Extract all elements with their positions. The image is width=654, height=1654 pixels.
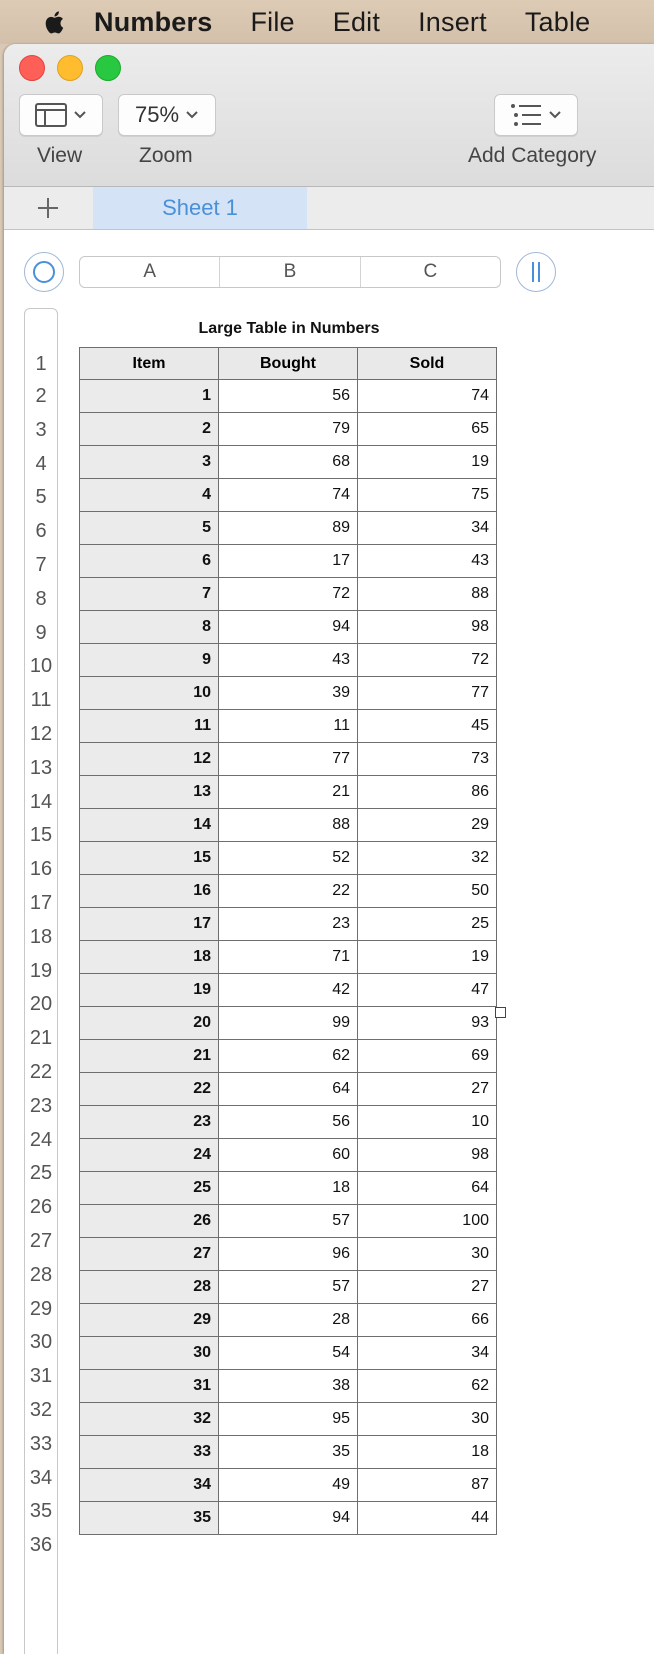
cell-bought[interactable]: 49 [219, 1469, 358, 1502]
row-header[interactable]: 16 [29, 858, 53, 881]
cell-item[interactable]: 7 [80, 578, 219, 611]
row-header[interactable]: 18 [29, 925, 53, 948]
cell-bought[interactable]: 22 [219, 875, 358, 908]
cell-sold[interactable]: 98 [358, 611, 497, 644]
column-header-c[interactable]: C [423, 261, 438, 282]
cell-bought[interactable]: 77 [219, 743, 358, 776]
table-row [80, 809, 497, 842]
toolbar [4, 44, 654, 187]
table-row [80, 842, 497, 875]
cell-sold[interactable]: 66 [358, 1304, 497, 1337]
window-close-button[interactable] [19, 55, 45, 81]
table-row [80, 1205, 497, 1238]
cell-item[interactable]: 25 [80, 1172, 219, 1205]
table-row [80, 677, 497, 710]
cell-bought[interactable]: 28 [219, 1304, 358, 1337]
cell-item[interactable]: 15 [80, 842, 219, 875]
sheet-canvas [4, 230, 654, 1654]
menu-file[interactable]: File [250, 6, 295, 37]
row-header[interactable]: 21 [29, 1027, 53, 1050]
cell-bought[interactable]: 71 [219, 941, 358, 974]
cell-bought[interactable]: 64 [219, 1073, 358, 1106]
cell-sold[interactable]: 69 [358, 1040, 497, 1073]
table-row [80, 512, 497, 545]
cell-item[interactable]: 26 [80, 1205, 219, 1238]
table-row [80, 1469, 497, 1502]
column-header-bar [79, 256, 501, 288]
cell-item[interactable]: 24 [80, 1139, 219, 1172]
cell-item[interactable]: 6 [80, 545, 219, 578]
list-icon [510, 103, 542, 127]
table-row [80, 1040, 497, 1073]
view-button[interactable] [19, 94, 103, 136]
add-category-button[interactable] [494, 94, 578, 136]
cell-sold[interactable]: 43 [358, 545, 497, 578]
table-row [80, 1073, 497, 1106]
row-header[interactable]: 10 [29, 655, 53, 678]
row-header[interactable]: 36 [29, 1534, 53, 1557]
cell-sold[interactable]: 27 [358, 1073, 497, 1106]
column-header-b[interactable]: B [220, 257, 360, 287]
cell-sold[interactable]: 10 [358, 1106, 497, 1139]
table-resize-handle[interactable] [495, 1007, 506, 1018]
cell-item[interactable]: 28 [80, 1271, 219, 1304]
cell-item[interactable]: 31 [80, 1370, 219, 1403]
cell-item[interactable]: 11 [80, 710, 219, 743]
chevron-down-icon [185, 110, 199, 120]
table-row [80, 1502, 497, 1535]
row-header-bar [24, 308, 58, 1654]
data-table [79, 347, 497, 1535]
cell-sold[interactable]: 32 [358, 842, 497, 875]
cell-item[interactable]: 33 [80, 1436, 219, 1469]
row-header[interactable]: 34 [29, 1466, 53, 1489]
table-title[interactable]: Large Table in Numbers [198, 320, 380, 337]
table-row [80, 776, 497, 809]
cell-sold[interactable]: 75 [358, 479, 497, 512]
table-row [80, 578, 497, 611]
row-header[interactable]: 20 [29, 993, 53, 1016]
row-header[interactable]: 19 [29, 959, 53, 982]
cell-item[interactable]: 17 [80, 908, 219, 941]
cell-item[interactable]: 23 [80, 1106, 219, 1139]
cell-bought[interactable]: 52 [219, 842, 358, 875]
cell-item[interactable]: 18 [80, 941, 219, 974]
cell-item[interactable]: 27 [80, 1238, 219, 1271]
table-row [80, 1007, 497, 1040]
cell-item[interactable]: 19 [80, 974, 219, 1007]
cell-bought[interactable]: 56 [219, 380, 358, 413]
menu-table[interactable]: Table [524, 6, 591, 37]
cell-item[interactable]: 2 [80, 413, 219, 446]
window-zoom-button[interactable] [95, 55, 121, 81]
row-header[interactable]: 15 [29, 824, 53, 847]
row-header[interactable]: 24 [29, 1128, 53, 1151]
cell-sold[interactable]: 64 [358, 1172, 497, 1205]
cell-sold[interactable]: 88 [358, 578, 497, 611]
row-header[interactable]: 1 [35, 353, 47, 375]
table-row [80, 1271, 497, 1304]
row-header[interactable]: 8 [35, 587, 47, 610]
cell-bought[interactable]: 60 [219, 1139, 358, 1172]
sheet-tab-bar [4, 187, 654, 230]
header-item[interactable]: Item [80, 348, 219, 380]
table-row [80, 479, 497, 512]
circle-icon [33, 261, 55, 283]
sidebar-layout-icon [35, 103, 67, 127]
table-row [80, 1370, 497, 1403]
row-header[interactable]: 13 [29, 756, 53, 779]
cell-bought[interactable]: 72 [219, 578, 358, 611]
cell-item[interactable]: 14 [80, 809, 219, 842]
cell-sold[interactable]: 98 [358, 1139, 497, 1172]
cell-sold[interactable]: 45 [358, 710, 497, 743]
cell-item[interactable]: 16 [80, 875, 219, 908]
row-header[interactable]: 12 [29, 723, 53, 745]
cell-sold[interactable]: 27 [358, 1271, 497, 1304]
add-column-handle[interactable] [516, 252, 556, 292]
add-category-label: Add Category [468, 144, 597, 167]
cell-item[interactable]: 20 [80, 1007, 219, 1040]
zoom-value: 75% [134, 102, 180, 127]
row-header[interactable]: 4 [35, 452, 47, 475]
header-sold[interactable]: Sold [358, 348, 497, 380]
chevron-down-icon [548, 110, 562, 120]
cell-sold[interactable]: 34 [358, 1337, 497, 1370]
cell-sold[interactable]: 47 [358, 974, 497, 1007]
cell-bought[interactable]: 99 [219, 1007, 358, 1040]
cell-sold[interactable]: 86 [358, 776, 497, 809]
cell-item[interactable]: 9 [80, 644, 219, 677]
row-header[interactable]: 30 [29, 1331, 53, 1354]
plus-icon [37, 197, 59, 219]
window-minimize-button[interactable] [57, 55, 83, 81]
view-label: View [37, 144, 83, 167]
cell-sold[interactable]: 18 [358, 1436, 497, 1469]
cell-bought[interactable]: 74 [219, 479, 358, 512]
menu-bar [0, 0, 654, 44]
row-header[interactable]: 33 [29, 1432, 53, 1455]
header-bought[interactable]: Bought [219, 348, 358, 380]
row-header[interactable]: 26 [29, 1196, 53, 1219]
table-row [80, 1139, 497, 1172]
cell-bought[interactable]: 94 [219, 611, 358, 644]
numbers-window [4, 44, 654, 1654]
cell-bought[interactable]: 88 [219, 809, 358, 842]
cell-sold[interactable]: 87 [358, 1469, 497, 1502]
table-row [80, 611, 497, 644]
cell-sold[interactable]: 44 [358, 1502, 497, 1535]
chevron-down-icon [73, 110, 87, 120]
row-header[interactable]: 7 [35, 554, 47, 576]
cell-bought[interactable]: 89 [219, 512, 358, 545]
row-header[interactable]: 25 [29, 1162, 53, 1185]
cell-sold[interactable]: 77 [358, 677, 497, 710]
cell-item[interactable]: 4 [80, 479, 219, 512]
table-row [80, 1436, 497, 1469]
row-header[interactable]: 35 [29, 1500, 53, 1523]
cell-sold[interactable]: 62 [358, 1370, 497, 1403]
table-row [80, 1337, 497, 1370]
table-row [80, 875, 497, 908]
tab-sheet-1[interactable]: Sheet 1 [93, 187, 307, 229]
cell-bought[interactable]: 79 [219, 413, 358, 446]
add-sheet-button[interactable] [32, 193, 64, 223]
row-header[interactable]: 23 [29, 1094, 53, 1117]
cell-sold[interactable]: 34 [358, 512, 497, 545]
cell-bought[interactable]: 38 [219, 1370, 358, 1403]
cell-bought[interactable]: 62 [219, 1040, 358, 1073]
cell-bought[interactable]: 95 [219, 1403, 358, 1436]
table-row [80, 644, 497, 677]
cell-sold[interactable]: 29 [358, 809, 497, 842]
table-body [80, 380, 497, 1535]
table-row [80, 1304, 497, 1337]
cell-bought[interactable]: 68 [219, 446, 358, 479]
row-header[interactable]: 11 [30, 689, 52, 712]
cell-item[interactable]: 34 [80, 1469, 219, 1502]
table-row [80, 446, 497, 479]
cell-item[interactable]: 12 [80, 743, 219, 776]
cell-item[interactable]: 13 [80, 776, 219, 809]
cell-item[interactable]: 29 [80, 1304, 219, 1337]
cell-sold[interactable]: 30 [358, 1403, 497, 1436]
zoom-button[interactable] [118, 94, 216, 136]
row-header[interactable]: 32 [29, 1399, 53, 1421]
cell-sold[interactable]: 73 [358, 743, 497, 776]
cell-bought[interactable]: 11 [219, 710, 358, 743]
table-row [80, 710, 497, 743]
cell-sold[interactable]: 93 [358, 1007, 497, 1040]
menu-app-numbers[interactable]: Numbers [94, 6, 213, 37]
cell-bought[interactable]: 56 [219, 1106, 358, 1139]
row-header[interactable]: 2 [35, 385, 47, 407]
cell-item[interactable]: 30 [80, 1337, 219, 1370]
row-header[interactable]: 5 [35, 486, 47, 509]
cell-bought[interactable]: 23 [219, 908, 358, 941]
cell-bought[interactable]: 42 [219, 974, 358, 1007]
row-header[interactable]: 17 [29, 892, 53, 914]
cell-bought[interactable]: 96 [219, 1238, 358, 1271]
cell-item[interactable]: 10 [80, 677, 219, 710]
cell-bought[interactable]: 43 [219, 644, 358, 677]
cell-sold[interactable]: 65 [358, 413, 497, 446]
table-row [80, 1172, 497, 1205]
cell-sold[interactable]: 19 [358, 941, 497, 974]
cell-bought[interactable]: 18 [219, 1172, 358, 1205]
apple-icon[interactable] [40, 7, 70, 37]
cell-bought[interactable]: 57 [219, 1271, 358, 1304]
cell-item[interactable]: 5 [80, 512, 219, 545]
row-header[interactable]: 28 [29, 1263, 53, 1286]
cell-item[interactable]: 22 [80, 1073, 219, 1106]
zoom-label: Zoom [139, 144, 193, 167]
row-header[interactable]: 3 [35, 418, 47, 441]
cell-sold[interactable]: 72 [358, 644, 497, 677]
column-handle-icon [529, 261, 543, 283]
cell-sold[interactable]: 100 [358, 1205, 497, 1238]
table-row [80, 1238, 497, 1271]
select-table-button[interactable] [24, 252, 64, 292]
menu-insert[interactable]: Insert [418, 6, 487, 37]
column-header-a[interactable]: A [80, 257, 220, 287]
table-row [80, 974, 497, 1007]
table-row [80, 545, 497, 578]
cell-bought[interactable]: 39 [219, 677, 358, 710]
table-row [80, 413, 497, 446]
row-header[interactable]: 22 [29, 1061, 53, 1083]
table-row [80, 1403, 497, 1436]
cell-bought[interactable]: 21 [219, 776, 358, 809]
cell-sold[interactable]: 19 [358, 446, 497, 479]
cell-sold[interactable]: 25 [358, 908, 497, 941]
cell-item[interactable]: 21 [80, 1040, 219, 1073]
table-row [80, 743, 497, 776]
cell-bought[interactable]: 17 [219, 545, 358, 578]
row-header[interactable]: 27 [29, 1230, 53, 1252]
row-header[interactable]: 14 [29, 790, 53, 813]
table-row [80, 941, 497, 974]
cell-item[interactable]: 32 [80, 1403, 219, 1436]
table-row [80, 380, 497, 413]
cell-bought[interactable]: 54 [219, 1337, 358, 1370]
cell-sold[interactable]: 30 [358, 1238, 497, 1271]
row-header[interactable]: 9 [35, 621, 47, 644]
cell-item[interactable]: 1 [80, 380, 219, 413]
cell-item[interactable]: 3 [80, 446, 219, 479]
cell-bought[interactable]: 35 [219, 1436, 358, 1469]
cell-bought[interactable]: 57 [219, 1205, 358, 1238]
row-header[interactable]: 29 [29, 1297, 53, 1320]
cell-bought[interactable]: 94 [219, 1502, 358, 1535]
cell-sold[interactable]: 74 [358, 380, 497, 413]
table-row [80, 908, 497, 941]
cell-item[interactable]: 8 [80, 611, 219, 644]
table-row [80, 1106, 497, 1139]
menu-edit[interactable]: Edit [332, 6, 381, 37]
table-header-row [80, 348, 497, 380]
cell-sold[interactable]: 50 [358, 875, 497, 908]
row-header[interactable]: 31 [29, 1365, 53, 1388]
cell-item[interactable]: 35 [80, 1502, 219, 1535]
row-header[interactable]: 6 [35, 520, 47, 543]
